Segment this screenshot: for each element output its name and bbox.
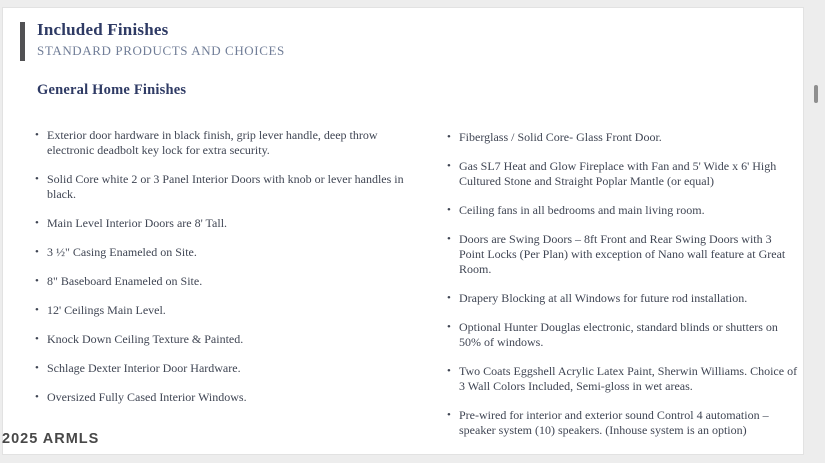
bullet-text: 8" Baseboard Enameled on Site. — [47, 274, 203, 288]
section-heading: General Home Finishes — [37, 82, 187, 98]
bullet-text: Gas SL7 Heat and Glow Fireplace with Fan and 5' Wide x 6' High Cultured Stone and Straight Poplar Mantle (or equal) — [459, 159, 777, 188]
bullet-icon: • — [447, 365, 451, 377]
scrollbar-track[interactable] — [806, 7, 825, 455]
bullet-text: Drapery Blocking at all Windows for future rod installation. — [459, 291, 748, 305]
bullet-icon: • — [447, 160, 451, 172]
list-item — [35, 390, 407, 405]
bullet-text: 3 ½" Casing Enameled on Site. — [47, 245, 197, 259]
bullet-text: Oversized Fully Cased Interior Windows. — [47, 390, 247, 404]
bullet-text: Main Level Interior Doors are 8' Tall. — [47, 216, 228, 230]
list-item — [35, 332, 407, 347]
bullet-text: Pre-wired for interior and exterior sound Control 4 automation – speaker system (10) speakers. (Inhouse system is an option) — [459, 408, 769, 437]
bullet-icon: • — [447, 409, 451, 421]
list-item — [35, 303, 407, 318]
bullet-icon: • — [35, 129, 39, 141]
list-item — [35, 274, 407, 289]
bullet-icon: • — [35, 362, 39, 374]
scrollbar-thumb[interactable] — [814, 85, 818, 103]
bullet-icon: • — [35, 246, 39, 258]
document-page — [2, 7, 804, 455]
bullet-icon: • — [35, 173, 39, 185]
list-item — [447, 408, 799, 438]
bullet-text: Two Coats Eggshell Acrylic Latex Paint, Sherwin Williams. Choice of 3 Wall Colors Included, Semi-gloss in wet areas. — [459, 364, 798, 393]
list-item — [447, 232, 799, 277]
list-item — [35, 361, 407, 376]
bullet-text: Optional Hunter Douglas electronic, standard blinds or shutters on 50% of windows. — [459, 320, 778, 349]
list-item — [447, 364, 799, 394]
list-item — [35, 172, 407, 202]
list-item — [35, 245, 407, 260]
bullet-icon: • — [35, 333, 39, 345]
finishes-list-right-column — [447, 130, 799, 452]
bullet-icon: • — [447, 131, 451, 143]
armls-watermark: 2025 ARMLS — [2, 431, 100, 447]
bullet-icon: • — [447, 292, 451, 304]
bullet-text: Schlage Dexter Interior Door Hardware. — [47, 361, 241, 375]
bullet-text: Ceiling fans in all bedrooms and main living room. — [459, 203, 705, 217]
document-header — [37, 19, 285, 59]
title-accent-bar — [20, 22, 25, 61]
bullet-icon: • — [35, 275, 39, 287]
bullet-icon: • — [447, 233, 451, 245]
page-title: Included Finishes — [37, 20, 169, 39]
list-item — [35, 128, 407, 158]
list-item — [35, 216, 407, 231]
finishes-list-left-column — [35, 128, 407, 419]
bullet-icon: • — [35, 217, 39, 229]
bullet-text: Knock Down Ceiling Texture & Painted. — [47, 332, 244, 346]
list-item — [447, 159, 799, 189]
bullet-icon: • — [447, 204, 451, 216]
bullet-icon: • — [35, 304, 39, 316]
bullet-text: Doors are Swing Doors – 8ft Front and Rear Swing Doors with 3 Point Locks (Per Plan) with exception of Nano wall feature at Great Room. — [459, 232, 786, 276]
bullet-text: Solid Core white 2 or 3 Panel Interior Doors with knob or lever handles in black. — [47, 172, 404, 201]
bullet-text: Fiberglass / Solid Core- Glass Front Door. — [459, 130, 662, 144]
list-item — [447, 130, 799, 145]
bullet-icon: • — [447, 321, 451, 333]
bullet-text: Exterior door hardware in black finish, grip lever handle, deep throw electronic deadbolt key lock for extra security. — [47, 128, 378, 157]
list-item — [447, 203, 799, 218]
page-subtitle: STANDARD PRODUCTS AND CHOICES — [37, 43, 285, 58]
bullet-icon: • — [35, 391, 39, 403]
list-item — [447, 320, 799, 350]
bullet-text: 12' Ceilings Main Level. — [47, 303, 166, 317]
list-item — [447, 291, 799, 306]
